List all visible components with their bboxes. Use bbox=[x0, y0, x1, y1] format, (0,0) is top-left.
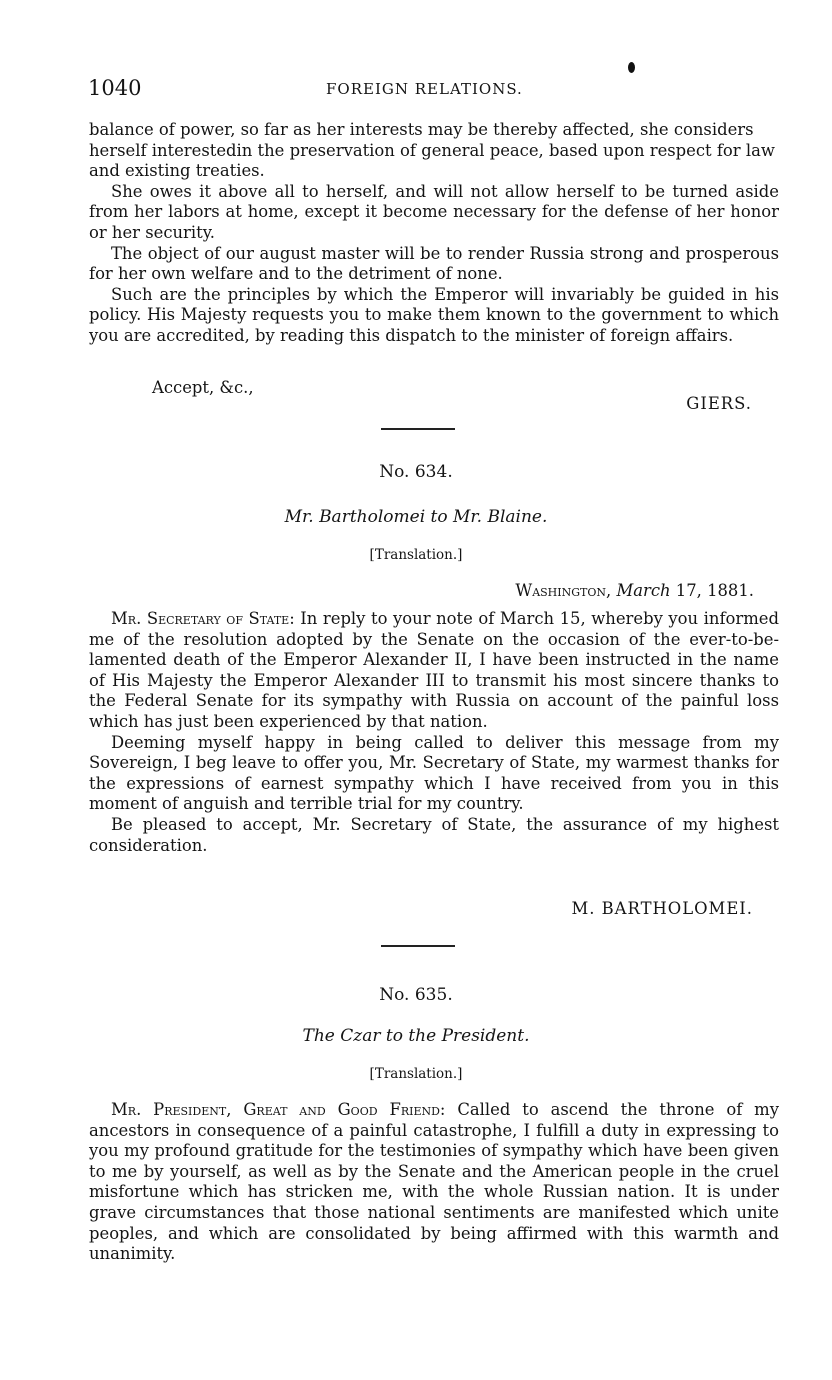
paragraph: The object of our august master will be to render Russia strong and prosperous for her own welfare and to the detriment of none. bbox=[89, 243, 779, 284]
signature-giers: GIERS. bbox=[686, 394, 752, 413]
paragraph: She owes it above all to herself, and will not allow herself to be turned aside from her labors at home, except it become necessary for the defense of her honor or her security. bbox=[89, 181, 779, 242]
paragraph: Deeming myself happy in being called to deliver this message from my Sovereign, I beg leave to offer you, Mr. Secretary of State, my warmest thanks for the expressions of earnest sympathy which I have received from you in this moment of anguish and terrible trial for my country. bbox=[89, 732, 779, 814]
section-divider bbox=[381, 945, 455, 947]
document-634-body bbox=[89, 609, 779, 856]
document-number-634: No. 634. bbox=[379, 462, 453, 482]
document-number-635: No. 635. bbox=[379, 985, 453, 1005]
salutation: Mr. President, Great and Good Friend: bbox=[111, 1100, 446, 1119]
paragraph: Mr. Secretary of State: In reply to your note of March 15, whereby you informed me of the resolution adopted by the Senate on the occasion of the ever-to-be-lamented death of the Emperor Alexander II, I have been instructed in the name of His Majesty the Emperor Alexander III to transmit his most sincere thanks to the Federal Senate for its sympathy with Russia on account of the painful loss which has just been experienced by that nation. bbox=[89, 609, 779, 731]
page-header bbox=[88, 76, 778, 106]
dateline-month: March bbox=[616, 581, 671, 600]
document-title-635: The Czar to the President. bbox=[302, 1026, 530, 1046]
section-divider bbox=[381, 428, 455, 430]
document-title-634: Mr. Bartholomei to Mr. Blaine. bbox=[284, 507, 548, 527]
paragraph: Such are the principles by which the Emperor will invariably be guided in his policy. His Majesty requests you to make them known to the government to which you are accredited, by reading this dispatch to the minister of foreign affairs. bbox=[89, 284, 779, 345]
translation-note-635: [Translation.] bbox=[369, 1066, 463, 1082]
translation-note-634: [Translation.] bbox=[369, 547, 463, 563]
ink-spot bbox=[628, 62, 635, 73]
continued-dispatch-body bbox=[89, 120, 779, 347]
closing-line: Accept, &c., bbox=[152, 378, 254, 397]
salutation: Mr. Secretary of State: bbox=[111, 609, 295, 628]
paragraph: Mr. President, Great and Good Friend: Called to ascend the throne of my ancestors in consequence of a painful catastrophe, I fulfill a duty in expressing to you my profound gratitude for the testimonies of sympathy which have been given to me by yourself, as well as by the Senate and the American people in the cruel misfortune which has stricken me, with the whole Russian nation. It is under grave circumstances that those national sentiments are manifested which unite peoples, and which are consolidated by being affirmed with this warmth and unanimity. bbox=[89, 1100, 779, 1264]
dateline-place: Washington, bbox=[515, 581, 612, 600]
running-head: FOREIGN RELATIONS. bbox=[326, 80, 523, 98]
document-635-body bbox=[89, 1100, 779, 1265]
paragraph: balance of power, so far as her interests may be thereby affected, she considers herself interestedin the preservation of general peace, based upon respect for law and existing treaties. bbox=[89, 120, 775, 181]
signature-bartholomei: M. BARTHOLOMEI. bbox=[571, 899, 753, 918]
dateline-634 bbox=[515, 581, 754, 600]
paragraph: Be pleased to accept, Mr. Secretary of State, the assurance of my highest consideration. bbox=[89, 814, 779, 855]
page-number: 1040 bbox=[88, 76, 142, 100]
dateline-day-year: 17, 1881. bbox=[675, 581, 754, 600]
